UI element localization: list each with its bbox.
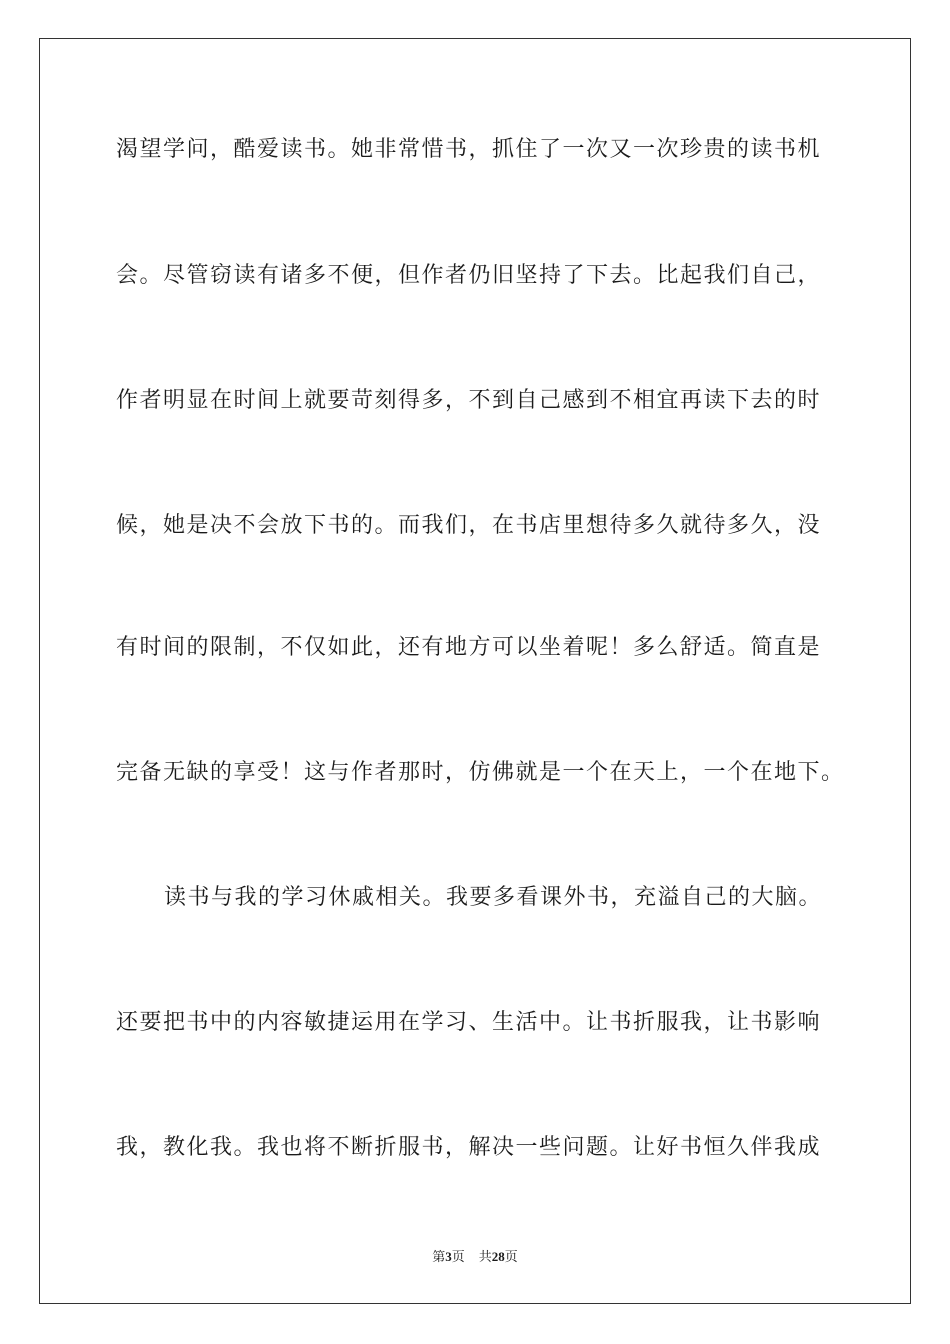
body-text-line-2: 会。尽管窃读有诸多不便，但作者仍旧坚持了下去。比起我们自己， bbox=[116, 263, 822, 288]
page-footer bbox=[0, 1249, 950, 1266]
body-text-line-6: 完备无缺的享受！这与作者那时，仿佛就是一个在天上，一个在地下。 bbox=[116, 760, 845, 785]
body-text-line-9: 我，教化我。我也将不断折服书，解决一些问题。让好书恒久伴我成 bbox=[116, 1135, 822, 1160]
body-text-line-3: 作者明显在时间上就要苛刻得多，不到自己感到不相宜再读下去的时 bbox=[116, 388, 822, 413]
paragraph-start-line: 读书与我的学习休戚相关。我要多看课外书，充溢自己的大脑。 bbox=[164, 885, 823, 910]
footer-page-prefix: 第 bbox=[432, 1250, 446, 1265]
body-text-line-1: 渴望学问，酷爱读书。她非常惜书，抓住了一次又一次珍贵的读书机 bbox=[116, 137, 822, 162]
footer-page-suffix: 页 bbox=[451, 1250, 465, 1265]
body-text-line-5: 有时间的限制，不仅如此，还有地方可以坐着呢！多么舒适。简直是 bbox=[116, 635, 822, 660]
body-text-line-4: 候，她是决不会放下书的。而我们，在书店里想待多久就待多久，没 bbox=[116, 513, 822, 538]
page-border bbox=[39, 38, 911, 1304]
footer-page-number: 3 bbox=[445, 1249, 452, 1264]
footer-total-pages: 28 bbox=[491, 1249, 505, 1264]
footer-total-prefix: 共 bbox=[478, 1250, 492, 1265]
footer-total-suffix: 页 bbox=[504, 1250, 518, 1265]
body-text-line-8: 还要把书中的内容敏捷运用在学习、生活中。让书折服我，让书影响 bbox=[116, 1010, 822, 1035]
